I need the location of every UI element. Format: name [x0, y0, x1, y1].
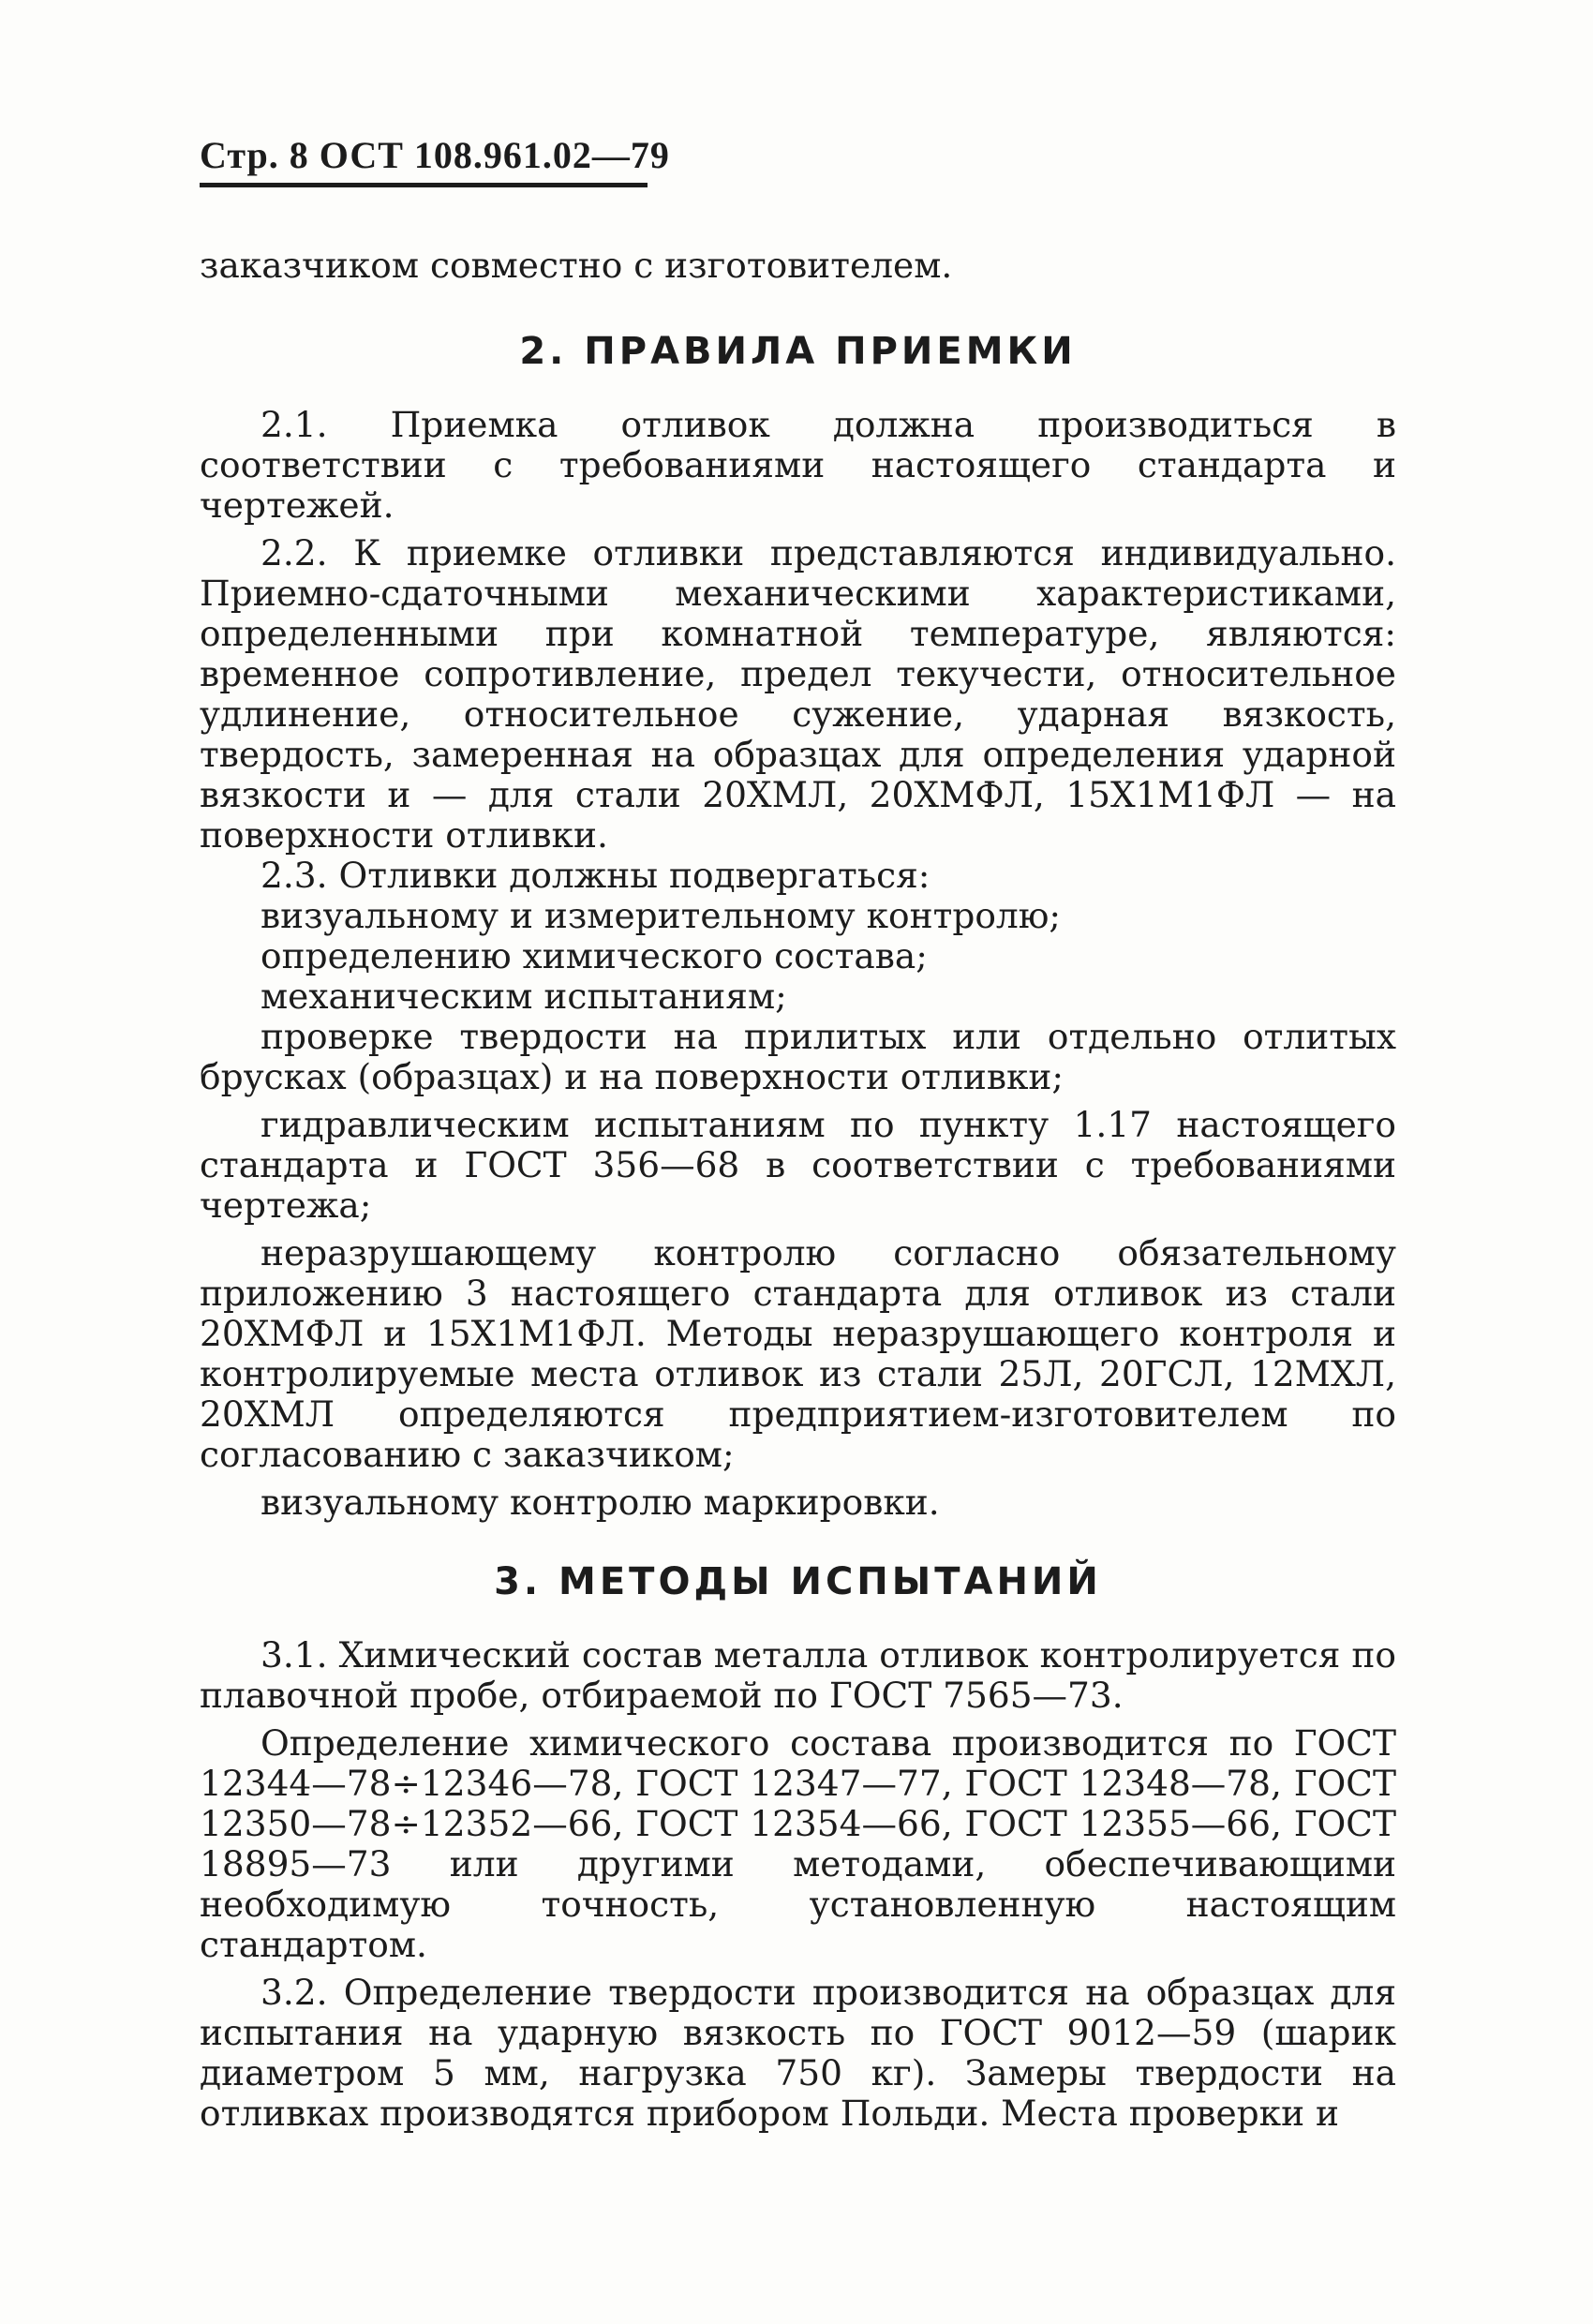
- section-3-heading: 3. МЕТОДЫ ИСПЫТАНИЙ: [494, 1560, 1102, 1603]
- list-item-hardness: проверке твердости на прилитых или отдельно отлитых брусках (образцах) и на поверхности отливки;: [200, 1016, 1396, 1097]
- list-item-nondestructive: неразрушающему контролю согласно обязательному приложению 3 настоящего стандарта для отливок из стали 20ХМФЛ и 15Х1М1ФЛ. Методы неразрушающего контроля и контролируемые места отливок из стали 25Л, 20ГСЛ, 12МХЛ, 20ХМЛ определяются предприятием-изготовителем по согласованию с заказчиком;: [200, 1232, 1396, 1475]
- section-2-body: [200, 405, 1396, 1523]
- intro-paragraph: заказчиком совместно с изготовителем.: [200, 245, 953, 286]
- paragraph-3-1: 3.1. Химический состав металла отливок контролируется по плавочной пробе, отбираемой по ГОСТ 7565—73.: [200, 1634, 1396, 1716]
- list-item-hydraulic: гидравлическим испытаниям по пункту 1.17 настоящего стандарта и ГОСТ 356—68 в соответствии с требованиями чертежа;: [200, 1104, 1396, 1226]
- section-3-body: [200, 1635, 1396, 2134]
- list-item-visual: визуальному и измерительному контролю;: [261, 895, 1062, 936]
- paragraph-3-2: 3.2. Определение твердости производится на образцах для испытания на ударную вязкость по ГОСТ 9012—59 (шарик диаметром 5 мм, нагрузка 750 кг). Замеры твердости на отливках производятся прибором Польди. Места проверки и: [200, 1972, 1396, 2134]
- list-item-mechanical: механическим испытаниям;: [261, 976, 787, 1017]
- header-rule: [200, 183, 648, 187]
- paragraph-2-3: 2.3. Отливки должны подвергаться:: [261, 855, 930, 896]
- paragraph-2-1: 2.1. Приемка отливок должна производиться в соответствии с требованиями настоящего стандарта и чертежей.: [200, 404, 1396, 526]
- section-2-heading: 2. ПРАВИЛА ПРИЕМКИ: [519, 330, 1077, 373]
- paragraph-chemical-methods: Определение химического состава производится по ГОСТ 12344—78÷12346—78, ГОСТ 12347—77, ГОСТ 12348—78, ГОСТ 12350—78÷12352—66, ГОСТ 12354—66, ГОСТ 12355—66, ГОСТ 18895—73 или другими методами, обеспечивающими необходимую точность, установленную настоящим стандартом.: [200, 1722, 1396, 1965]
- list-item-marking: визуальному контролю маркировки.: [261, 1482, 940, 1523]
- paragraph-2-2: 2.2. К приемке отливки представляются индивидуально. Приемно-сдаточными механическими характеристиками, определенными при комнатной температуре, являются: временное сопротивление, предел текучести, относительное удлинение, относительное сужение, ударная вязкость, твердость, замеренная на образцах для определения ударной вязкости и — для стали 20ХМЛ, 20ХМФЛ, 15Х1М1ФЛ — на поверхности отливки.: [200, 532, 1396, 856]
- intro-block: [200, 246, 1396, 286]
- list-item-chemical: определению химического состава;: [261, 935, 928, 976]
- page-header: Стр. 8 ОСТ 108.961.02—79: [200, 134, 670, 176]
